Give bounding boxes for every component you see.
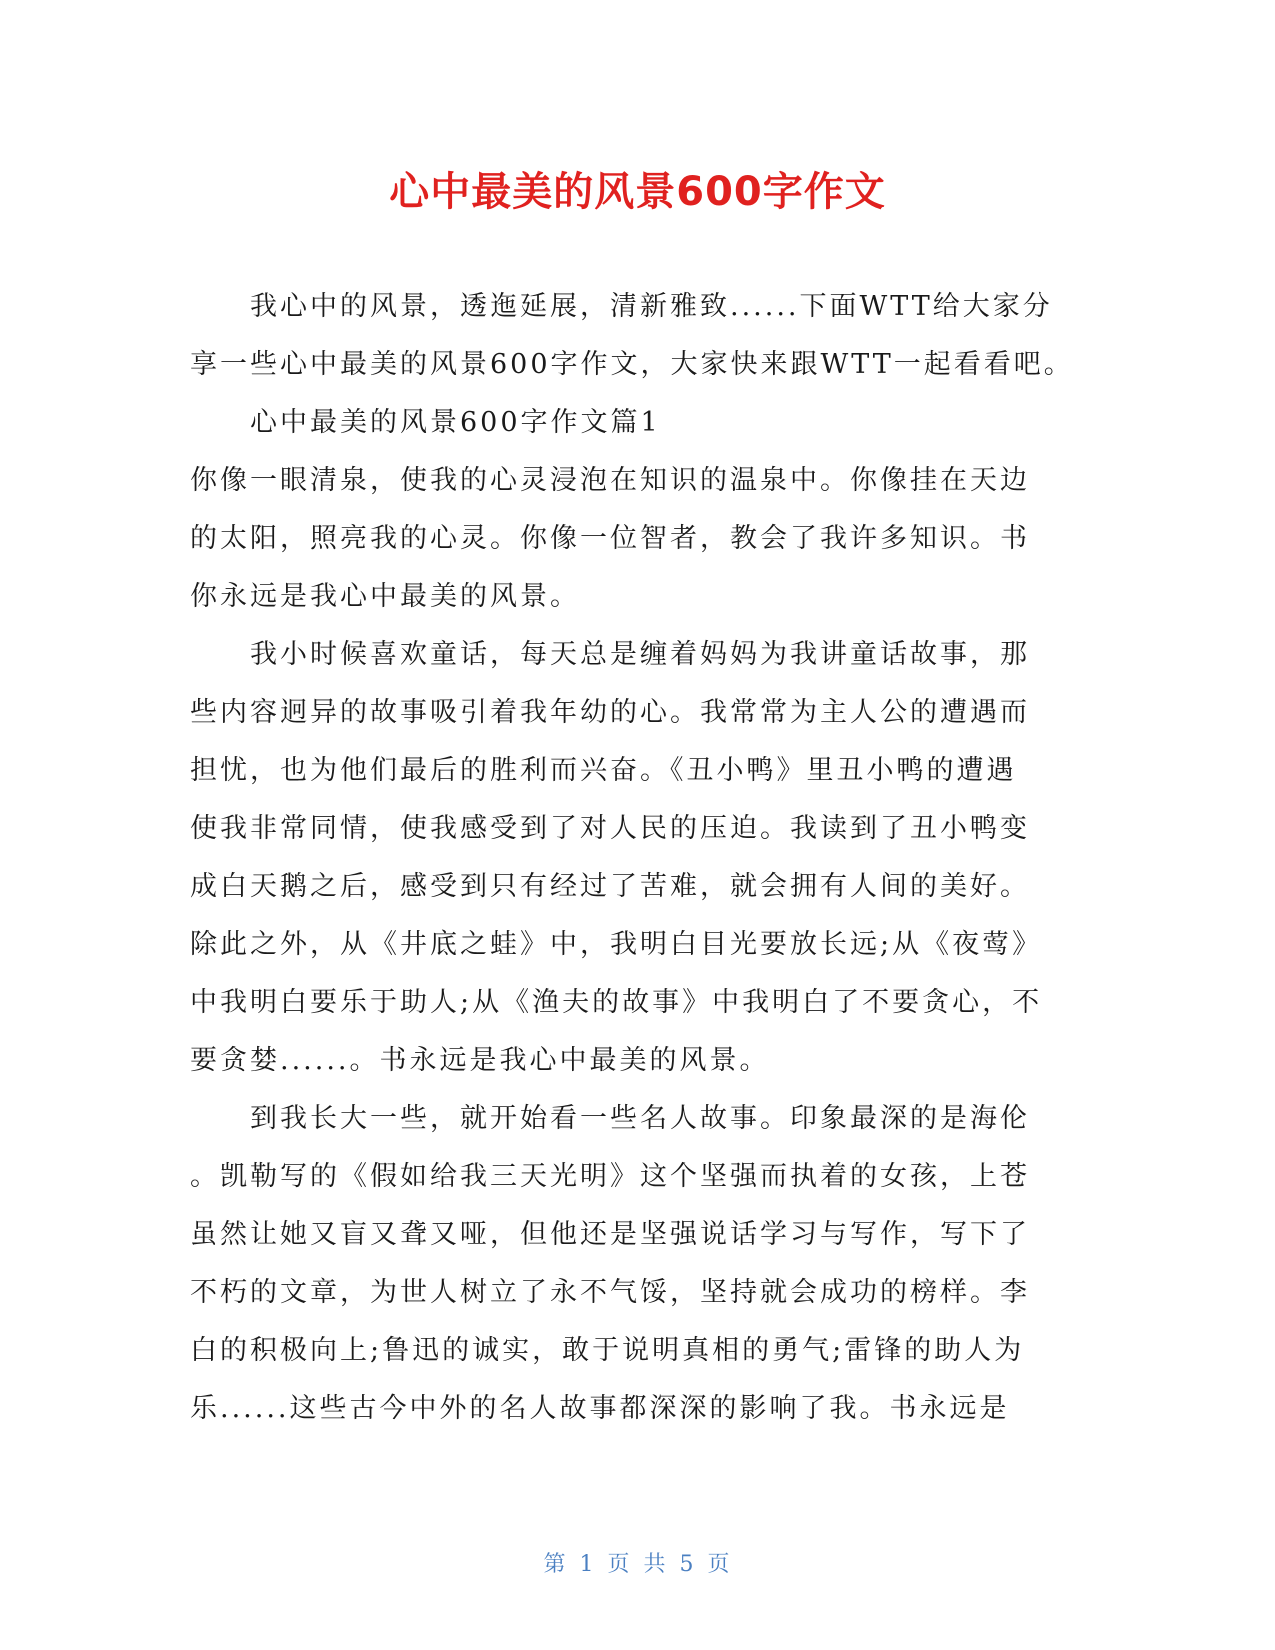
body-line: 的太阳，照亮我的心灵。你像一位智者，教会了我许多知识。书 (190, 523, 1030, 554)
body-line: 享一些心中最美的风景600字作文，大家快来跟WTT一起看看吧。 (190, 349, 1074, 380)
body-line: 不朽的文章，为世人树立了永不气馁，坚持就会成功的榜样。李 (190, 1277, 1030, 1308)
body-line: 我心中的风景，透迤延展，清新雅致......下面WTT给大家分 (190, 291, 1053, 322)
body-line: 担忧，也为他们最后的胜利而兴奋。《丑小鸭》里丑小鸭的遭遇 (190, 755, 1017, 786)
footer-current-page: 1 (579, 1552, 596, 1577)
body-line: 我小时候喜欢童话，每天总是缠着妈妈为我讲童话故事，那 (190, 639, 1030, 670)
section-heading: 心中最美的风景600字作文篇1 (190, 407, 661, 438)
body-line: 白的积极向上;鲁迅的诚实，敢于说明真相的勇气;雷锋的助人为 (190, 1335, 1025, 1366)
footer-total-unit: 页 (707, 1552, 732, 1577)
body-line: 要贪婪......。书永远是我心中最美的风景。 (190, 1045, 770, 1076)
body-line: 些内容迥异的故事吸引着我年幼的心。我常常为主人公的遭遇而 (190, 697, 1030, 728)
page-title: 心中最美的风景600字作文 (389, 169, 886, 215)
body-line: 你永远是我心中最美的风景。 (190, 581, 580, 612)
footer-total-pages: 5 (679, 1552, 696, 1577)
footer-total-label: 共 (643, 1552, 668, 1577)
footer-page-label: 第 (543, 1552, 568, 1577)
body-line: 到我长大一些，就开始看一些名人故事。印象最深的是海伦 (190, 1103, 1030, 1134)
body-line: 使我非常同情，使我感受到了对人民的压迫。我读到了丑小鸭变 (190, 813, 1030, 844)
body-line: 除此之外，从《井底之蛙》中，我明白目光要放长远;从《夜莺》 (190, 929, 1043, 960)
footer-page-unit: 页 (607, 1552, 632, 1577)
body-line: 中我明白要乐于助人;从《渔夫的故事》中我明白了不要贪心，不 (190, 987, 1043, 1018)
body-line: 乐......这些古今中外的名人故事都深深的影响了我。书永远是 (190, 1393, 1010, 1424)
page-footer (0, 1547, 1275, 1578)
body-line: 。凯勒写的《假如给我三天光明》这个坚强而执着的女孩，上苍 (190, 1161, 1030, 1192)
body-line: 虽然让她又盲又聋又哑，但他还是坚强说话学习与写作，写下了 (190, 1219, 1030, 1250)
body-line: 你像一眼清泉，使我的心灵浸泡在知识的温泉中。你像挂在天边 (190, 465, 1030, 496)
body-line: 成白天鹅之后，感受到只有经过了苦难，就会拥有人间的美好。 (190, 871, 1030, 902)
